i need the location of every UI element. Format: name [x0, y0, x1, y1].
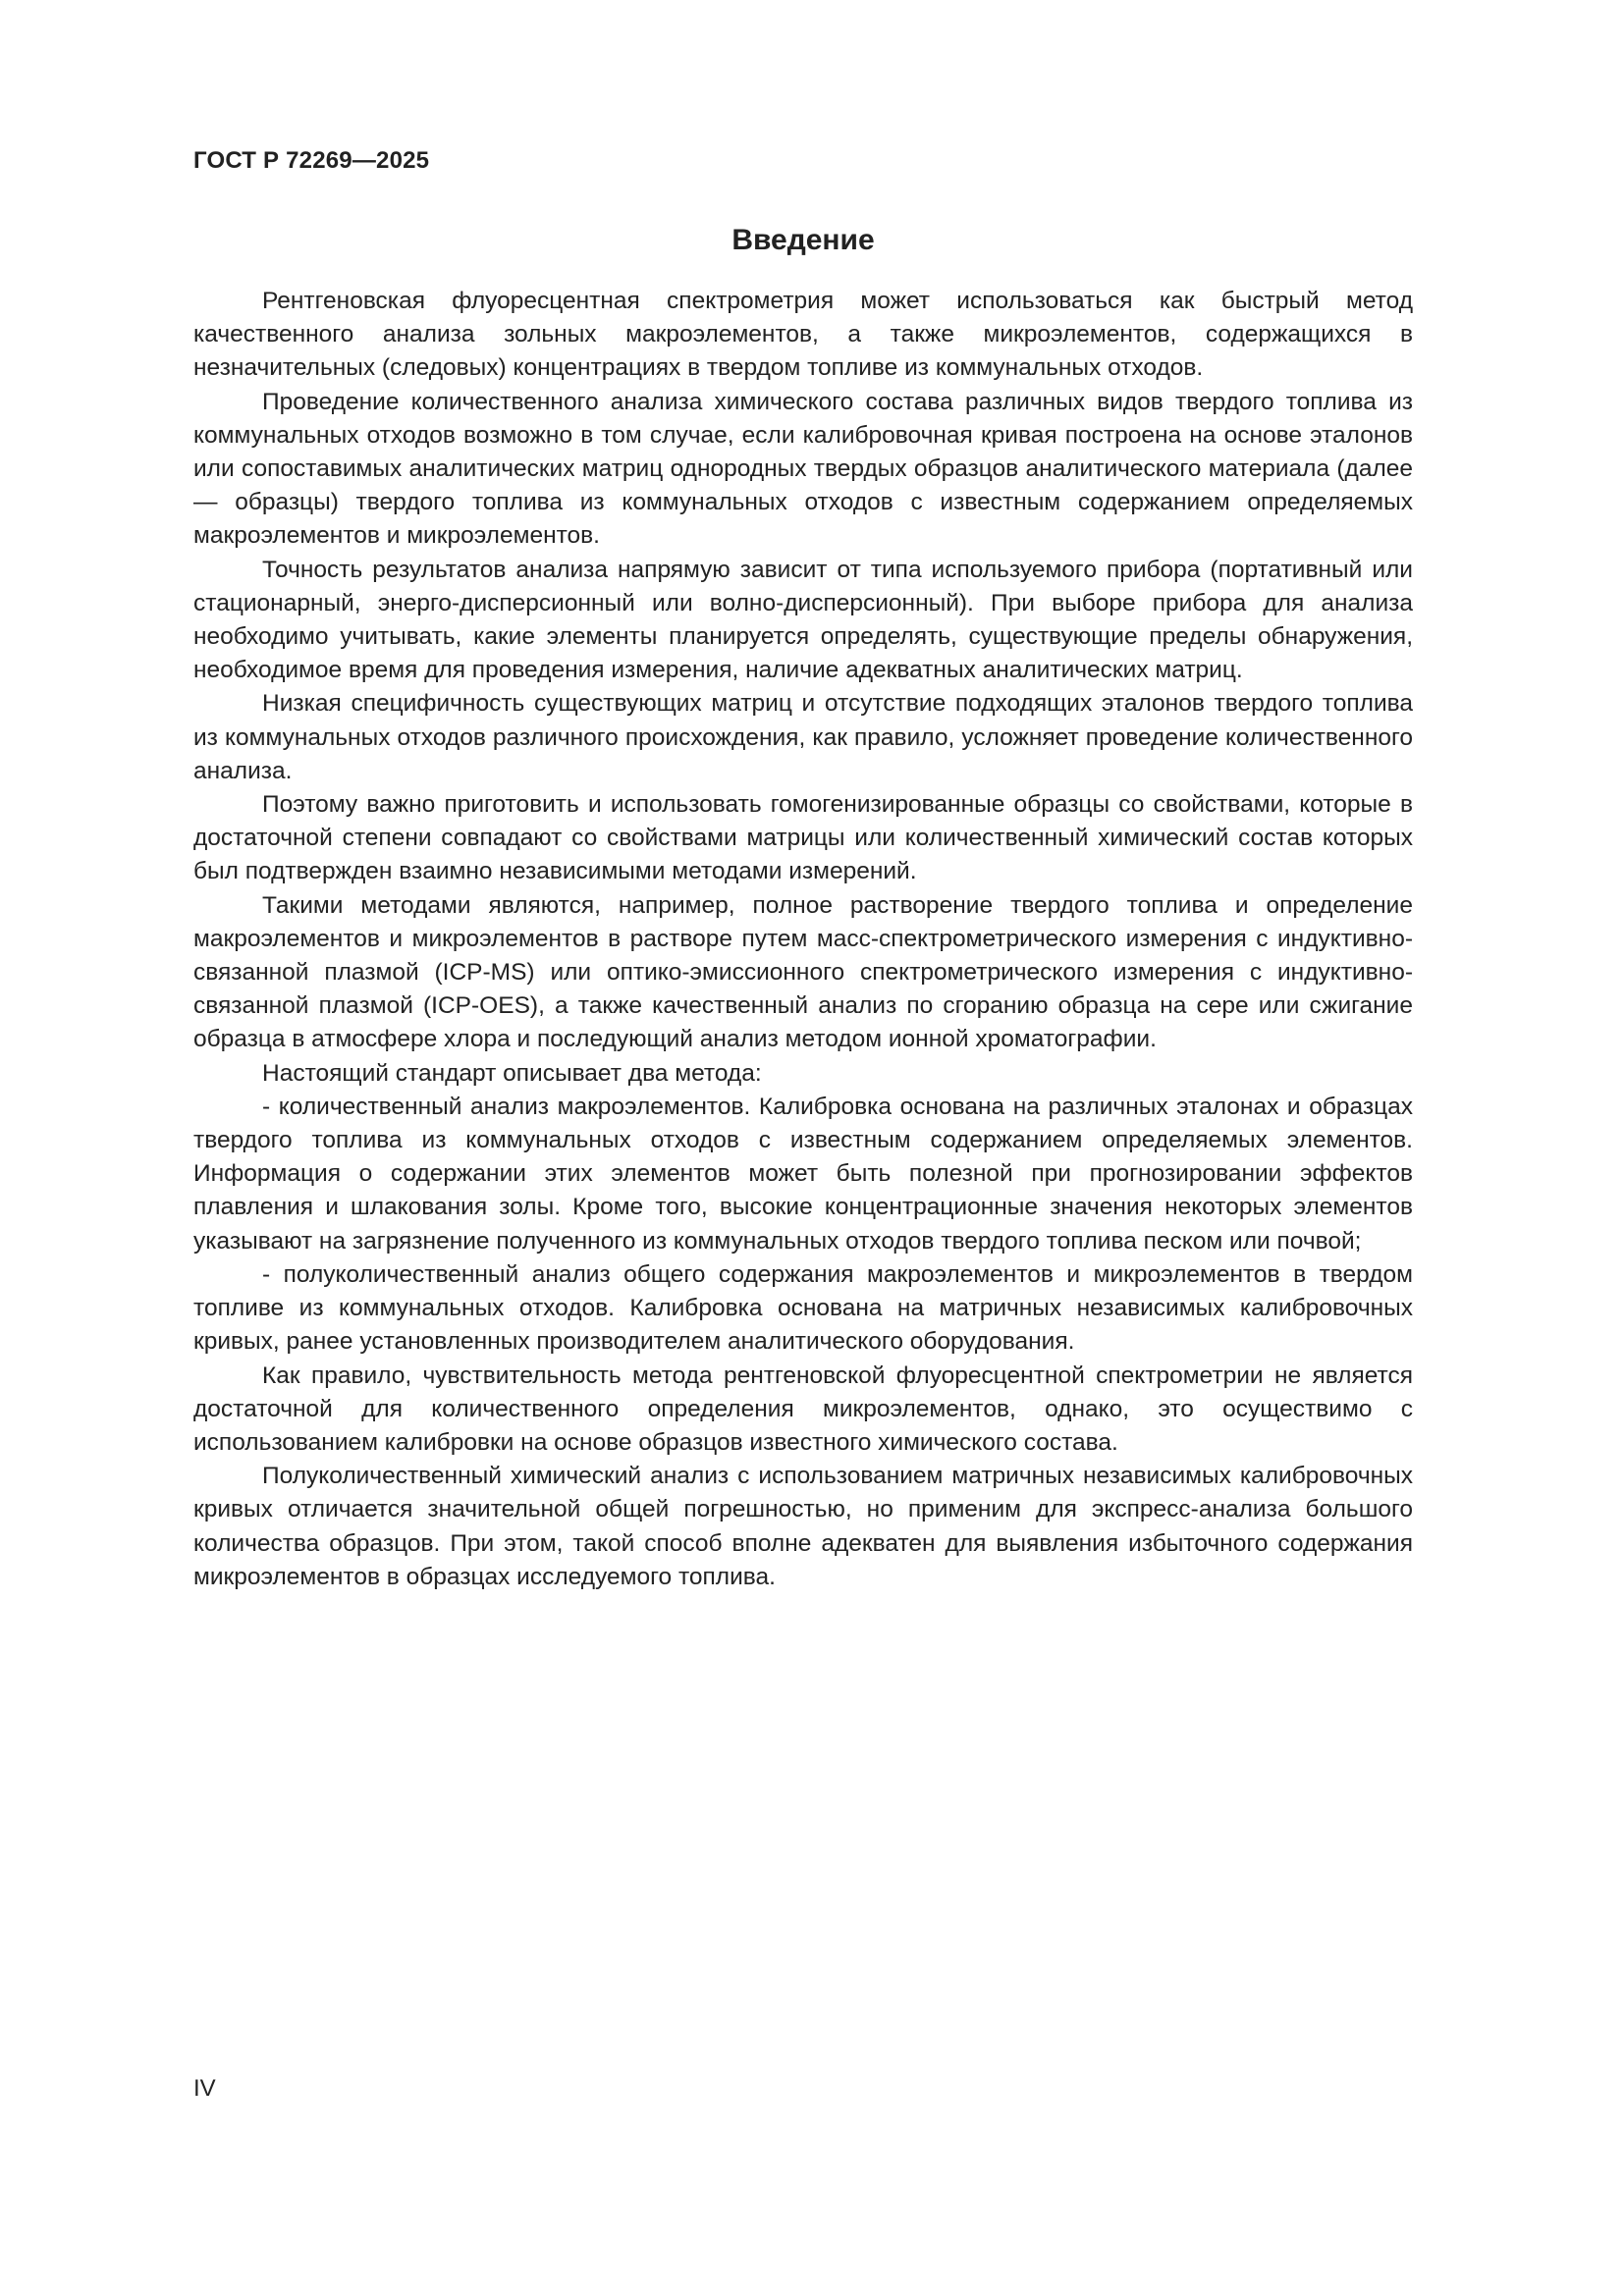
paragraph: Проведение количественного анализа химического состава различных видов твердого топлива из коммунальных отходов возможно в том случае, если калибровочная кривая построена на основе эталонов или сопоставимых аналитических матриц однородных твердых образцов аналитического материала (далее — образцы) твердого топлива из коммунальных отходов с известным содержанием определяемых макроэлементов и микроэлементов. — [193, 388, 1413, 550]
paragraph: Такими методами являются, например, полное растворение твердого топлива и определение макроэлементов и микроэлементов в растворе путем масс-спектрометрического измерения с индуктивно-связанной плазмой (ICP-MS) или оптико-эмиссионного спектрометрического измерения с индуктивно-связанной плазмой (ICP-OES), а также качественный анализ по сгоранию образца на сере или сжигание образца в атмосфере хлора и последующий анализ методом ионной хроматографии. — [193, 891, 1413, 1053]
paragraph: Низкая специфичность существующих матриц и отсутствие подходящих эталонов твердого топлива из коммунальных отходов различного происхождения, как правило, усложняет проведение количественного анализа. — [193, 690, 1413, 784]
paragraph: Полуколичественный химический анализ с использованием матричных независимых калибровочных кривых отличается значительной общей погрешностью, но применим для экспресс-анализа большого количества образцов. При этом, такой способ вполне адекватен для выявления избыточного содержания микроэлементов в образцах исследуемого топлива. — [193, 1463, 1413, 1590]
section-title: Введение — [731, 224, 875, 256]
paragraph: Точность результатов анализа напрямую зависит от типа используемого прибора (портативный или стационарный, энерго-дисперсионный или волно-дисперсионный). При выборе прибора для анализа необходимо учитывать, какие элементы планируется определять, существующие пределы обнаружения, необходимое время для проведения измерения, наличие адекватных аналитических матриц. — [193, 556, 1413, 684]
list-item: - количественный анализ макроэлементов. Калибровка основана на различных эталонах и образцах твердого топлива из коммунальных отходов с известным содержанием определяемых элементов. Информация о содержании этих элементов может быть полезной при прогнозировании эффектов плавления и шлакования золы. Кроме того, высокие концентрационные значения некоторых элементов указывают на загрязнение полученного из коммунальных отходов твердого топлива песком или почвой; — [193, 1093, 1413, 1255]
page-number: IV — [193, 2075, 216, 2102]
paragraph: Рентгеновская флуоресцентная спектрометрия может использоваться как быстрый метод качественного анализа зольных макроэлементов, а также микроэлементов, содержащихся в незначительных (следовых) концентрациях в твердом топливе из коммунальных отходов. — [193, 288, 1413, 382]
paragraph: Поэтому важно приготовить и использовать гомогенизированные образцы со свойствами, которые в достаточной степени совпадают со свойствами матрицы или количественный химический состав которых был подтвержден взаимно независимыми методами измерений. — [193, 791, 1413, 885]
section-body — [193, 285, 1413, 1594]
document-code: ГОСТ Р 72269—2025 — [193, 147, 430, 174]
paragraph: Как правило, чувствительность метода рентгеновской флуоресцентной спектрометрии не является достаточной для количественного определения микроэлементов, однако, это осуществимо с использованием калибровки на основе образцов известного химического состава. — [193, 1362, 1413, 1456]
list-item: - полуколичественный анализ общего содержания макроэлементов и микроэлементов в твердом топливе из коммунальных отходов. Калибровка основана на матричных независимых калибровочных кривых, ранее установленных производителем аналитического оборудования. — [193, 1260, 1413, 1356]
paragraph: Настоящий стандарт описывает два метода: — [262, 1059, 762, 1087]
